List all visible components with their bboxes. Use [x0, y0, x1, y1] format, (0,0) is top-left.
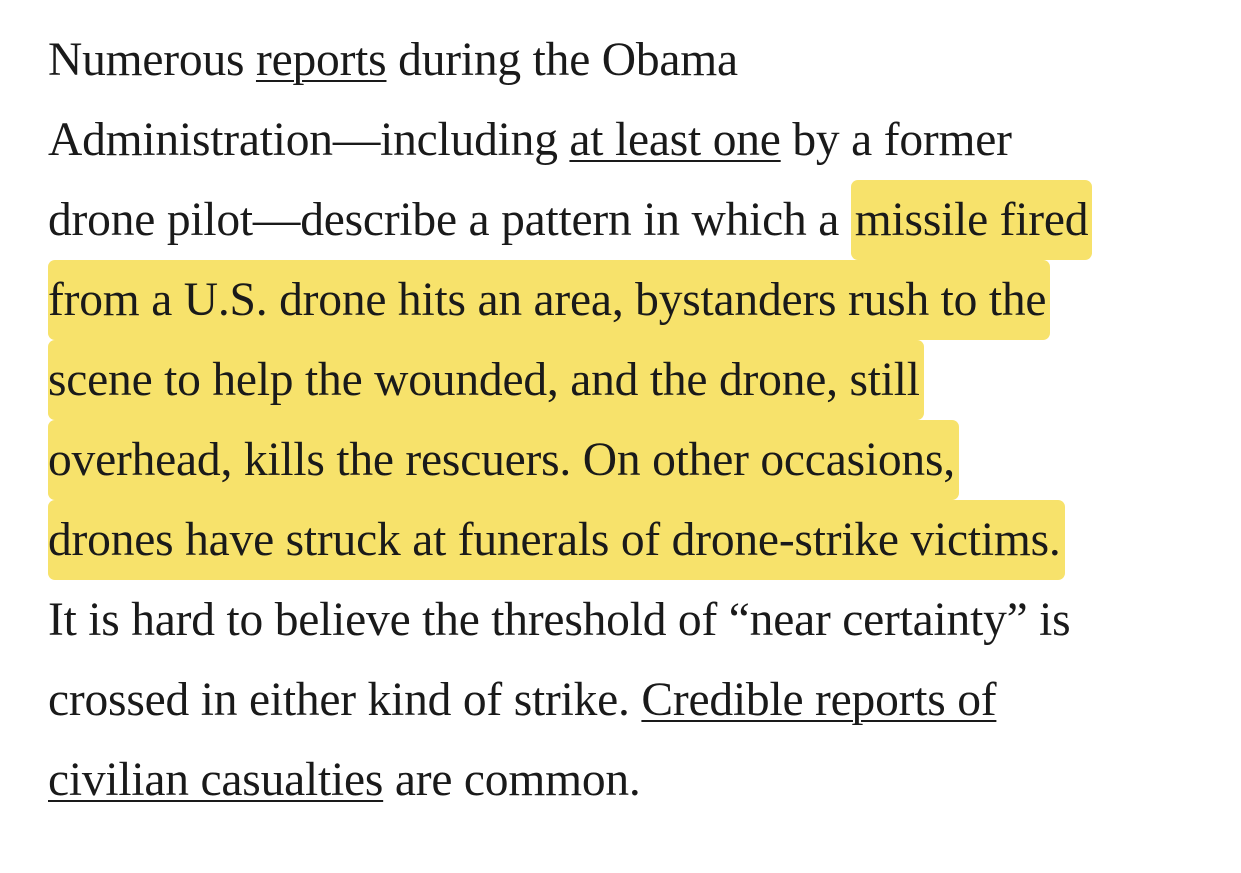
text-line-6 — [48, 420, 1218, 500]
text-segment: drone pilot—describe a pattern in which a — [48, 194, 851, 246]
text-line-2 — [48, 100, 1218, 180]
credible-reports-link[interactable]: Credible reports of — [641, 674, 997, 726]
text-segment: Numerous — [48, 34, 256, 86]
highlighted-text: from a U.S. drone hits an area, bystanders rush to the — [48, 260, 1050, 340]
reports-link[interactable]: reports — [255, 34, 387, 86]
highlighted-text: scene to help the wounded, and the drone, still — [48, 340, 924, 420]
text-segment: by a former — [780, 114, 1012, 166]
text-line-9 — [48, 660, 1218, 740]
text-segment: Administration—including — [48, 114, 570, 166]
text-segment: during the Obama — [386, 34, 738, 86]
text-segment: are common. — [383, 754, 641, 806]
highlighted-text: missile fired — [851, 180, 1093, 260]
text-segment: crossed in either kind of strike. — [48, 674, 642, 726]
text-line-3 — [48, 180, 1218, 260]
text-line-7 — [48, 500, 1218, 580]
article-paragraph — [48, 20, 1218, 820]
text-line-10 — [48, 740, 1218, 820]
text-line-8 — [48, 580, 1218, 660]
civilian-casualties-link[interactable]: civilian casualties — [48, 754, 384, 806]
highlighted-text: drones have struck at funerals of drone-strike victims. — [48, 500, 1065, 580]
highlighted-text: overhead, kills the rescuers. On other occasions, — [48, 420, 959, 500]
text-line-1 — [48, 20, 1218, 100]
text-line-5 — [48, 340, 1218, 420]
text-segment: It is hard to believe the threshold of “near certainty” is — [48, 594, 1071, 646]
at-least-one-link[interactable]: at least one — [569, 114, 781, 166]
text-line-4 — [48, 260, 1218, 340]
